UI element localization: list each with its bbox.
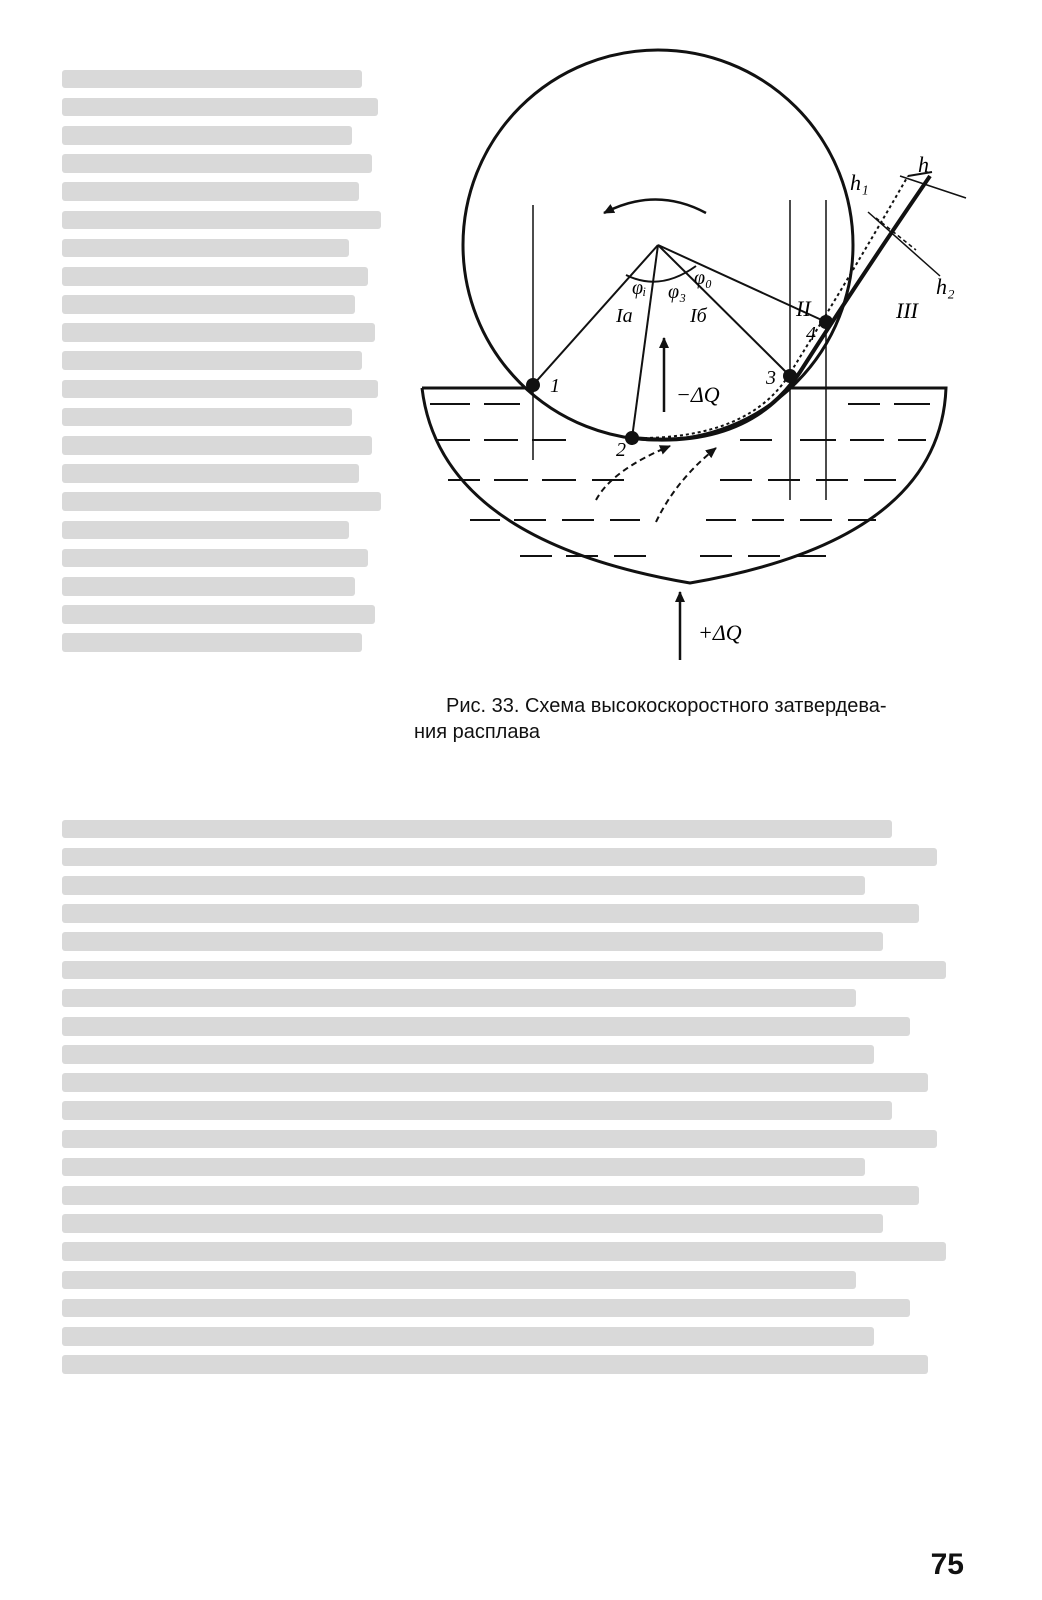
label-zone-III: III: [896, 298, 918, 323]
label-zone-II: II: [796, 296, 811, 321]
label-phi-0: φ₀: [694, 267, 713, 289]
label-minus-dq: −ΔQ: [676, 382, 720, 407]
label-point-2: 2: [616, 439, 626, 461]
label-phi-z: φ₃: [668, 281, 687, 303]
melt-flow-arrow-left: [596, 446, 670, 500]
label-zone-Ib: Iб: [690, 305, 707, 327]
thickness-dimension-lines: [868, 176, 966, 276]
label-h: h: [918, 152, 929, 177]
solidification-scheme-figure: [410, 0, 990, 700]
text-body-full-width: [62, 810, 964, 1510]
label-phi-i: φᵢ: [632, 277, 647, 299]
label-h1: h₁: [850, 170, 869, 195]
label-point-1: 1: [550, 375, 560, 397]
label-zone-Ia: Iа: [616, 305, 633, 327]
label-plus-dq: +ΔQ: [698, 620, 742, 645]
melt-flow-arrow-right: [656, 448, 716, 522]
page-number: 75: [930, 1548, 964, 1581]
label-point-4: 4: [806, 323, 816, 345]
label-point-3: 3: [766, 367, 776, 389]
label-h2: h₂: [936, 274, 955, 299]
figure-caption-line-2: ния расплава: [414, 721, 540, 743]
figure-caption-line-1: Рис. 33. Схема высокоскоростного затвердева-: [446, 695, 887, 717]
text-column-left: [62, 60, 388, 780]
